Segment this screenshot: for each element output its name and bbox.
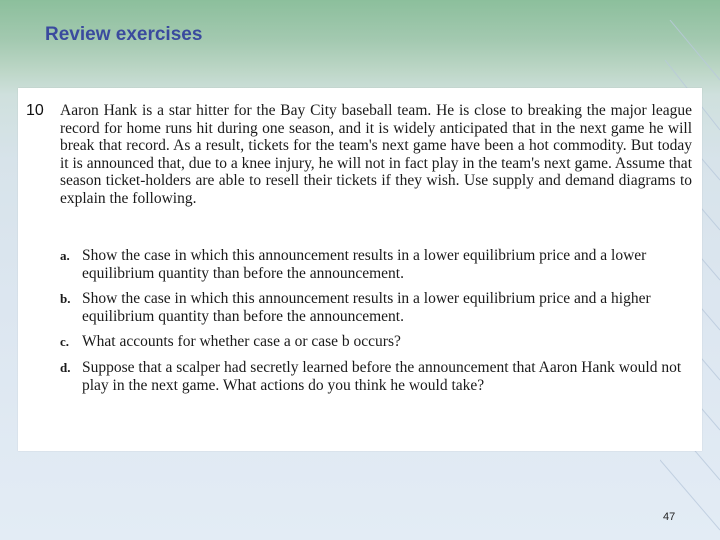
subpart-text: Show the case in which this announcement results in a lower equilibrium price and a higher equilibrium quantity than before the announcement. [82,290,651,325]
subpart-letter: b. [60,291,71,307]
subpart-d [60,359,692,394]
slide-title: Review exercises [45,24,203,45]
subpart-letter: c. [60,334,70,350]
subpart-b [60,290,692,325]
subpart-c [60,333,692,351]
exercise-card [18,88,702,451]
subpart-a [60,247,692,282]
subpart-text: Show the case in which this announcement results in a lower equilibrium price and a lower equilibrium quantity than before the announcement. [82,247,647,282]
problem-text: Aaron Hank is a star hitter for the Bay City baseball team. He is close to breaking the major league record for home runs hit during one season, and it is widely anticipated that in the next game he will break that record. As a result, tickets for the team's next game have been a hot commodity. But today it is announced that, due to a knee injury, he will not in fact play in the team's next game. Assume that season ticket-holders are able to resell their tickets if they wish. Use supply and demand diagrams to explain the following. [60,102,692,207]
page-number: 47 [663,511,676,523]
subpart-list [60,247,692,402]
problem-number: 10 [26,102,44,119]
subpart-letter: d. [60,359,71,375]
subpart-text: Suppose that a scalper had secretly learned before the announcement that Aaron Hank would not play in the next game. What actions do you think he would take? [82,358,682,394]
subpart-letter: a. [60,248,70,263]
subpart-text: What accounts for whether case a or case b occurs? [82,333,401,351]
